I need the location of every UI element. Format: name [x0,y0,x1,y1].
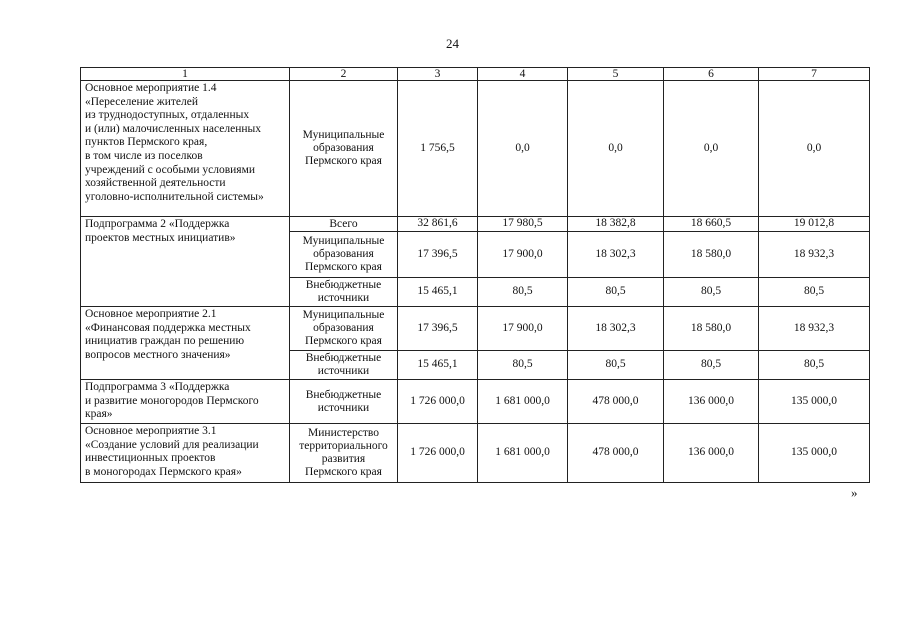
value-cell: 18 932,3 [759,307,870,351]
value-cell: 135 000,0 [759,380,870,424]
value-cell: 80,5 [478,351,568,380]
value-cell: 1 726 000,0 [398,380,478,424]
value-cell: 18 932,3 [759,232,870,278]
funding-source-cell: Муниципальные образования Пермского края [290,232,398,278]
value-cell: 80,5 [568,351,664,380]
value-cell: 478 000,0 [568,380,664,424]
funding-source-cell: Муниципальные образования Пермского края [290,307,398,351]
column-number-row [81,68,870,81]
program-name-text: Основное мероприятие 1.4 «Переселение жителей из труднодоступных, отдаленных и (или) малочисленных населенных пунктов Пермского края, в том числе из поселков учреждений с особыми условиями хозяйственной деятельности уголовно-исполнительной системы» [85,82,264,203]
program-name-text: Основное мероприятие 2.1 «Финансовая поддержка местных инициатив граждан по решению вопросов местного значения» [85,308,251,361]
funding-source-cell: Внебюджетные источники [290,380,398,424]
value-cell: 18 580,0 [664,307,759,351]
value-cell: 32 861,6 [398,217,478,232]
value-cell: 80,5 [478,278,568,307]
column-number-cell: 2 [290,68,398,81]
funding-source-cell: Всего [290,217,398,232]
page-number: 24 [446,36,459,51]
value-cell: 17 396,5 [398,232,478,278]
value-cell: 80,5 [759,278,870,307]
program-name-text: Подпрограмма 2 «Поддержка проектов местных инициатив» [85,218,236,244]
value-cell: 18 302,3 [568,307,664,351]
column-number-cell: 5 [568,68,664,81]
column-number-cell: 7 [759,68,870,81]
funding-source-cell: Муниципальные образования Пермского края [290,81,398,217]
value-cell: 15 465,1 [398,278,478,307]
value-cell: 136 000,0 [664,380,759,424]
value-cell: 18 660,5 [664,217,759,232]
column-number-cell: 1 [81,68,290,81]
program-name-cell [81,217,290,307]
value-cell: 0,0 [568,81,664,217]
value-cell: 17 980,5 [478,217,568,232]
value-cell: 19 012,8 [759,217,870,232]
value-cell: 80,5 [664,278,759,307]
value-cell: 1 756,5 [398,81,478,217]
budget-table [80,67,870,483]
table-row [81,307,870,351]
value-cell: 478 000,0 [568,424,664,483]
value-cell: 0,0 [759,81,870,217]
value-cell: 1 681 000,0 [478,424,568,483]
table-row [81,380,870,424]
value-cell: 1 726 000,0 [398,424,478,483]
value-cell: 18 302,3 [568,232,664,278]
table-row [81,81,870,217]
funding-source-cell: Министерство территориального развития Пермского края [290,424,398,483]
table-row [81,424,870,483]
value-cell: 0,0 [478,81,568,217]
closing-quote-mark: » [851,485,858,500]
column-number-cell: 4 [478,68,568,81]
program-name-cell [81,380,290,424]
value-cell: 15 465,1 [398,351,478,380]
value-cell: 17 900,0 [478,232,568,278]
program-name-cell [81,424,290,483]
column-number-cell: 3 [398,68,478,81]
column-number-cell: 6 [664,68,759,81]
value-cell: 17 900,0 [478,307,568,351]
value-cell: 80,5 [568,278,664,307]
value-cell: 18 382,8 [568,217,664,232]
value-cell: 0,0 [664,81,759,217]
program-name-text: Основное мероприятие 3.1 «Создание условий для реализации инвестиционных проектов в моногородах Пермского края» [85,425,259,478]
value-cell: 80,5 [664,351,759,380]
program-name-cell [81,81,290,217]
value-cell: 80,5 [759,351,870,380]
value-cell: 18 580,0 [664,232,759,278]
funding-source-cell: Внебюджетные источники [290,351,398,380]
value-cell: 135 000,0 [759,424,870,483]
value-cell: 17 396,5 [398,307,478,351]
table-row [81,217,870,232]
funding-source-cell: Внебюджетные источники [290,278,398,307]
value-cell: 136 000,0 [664,424,759,483]
program-name-text: Подпрограмма 3 «Поддержка и развитие моногородов Пермского края» [85,381,259,421]
program-name-cell [81,307,290,380]
value-cell: 1 681 000,0 [478,380,568,424]
